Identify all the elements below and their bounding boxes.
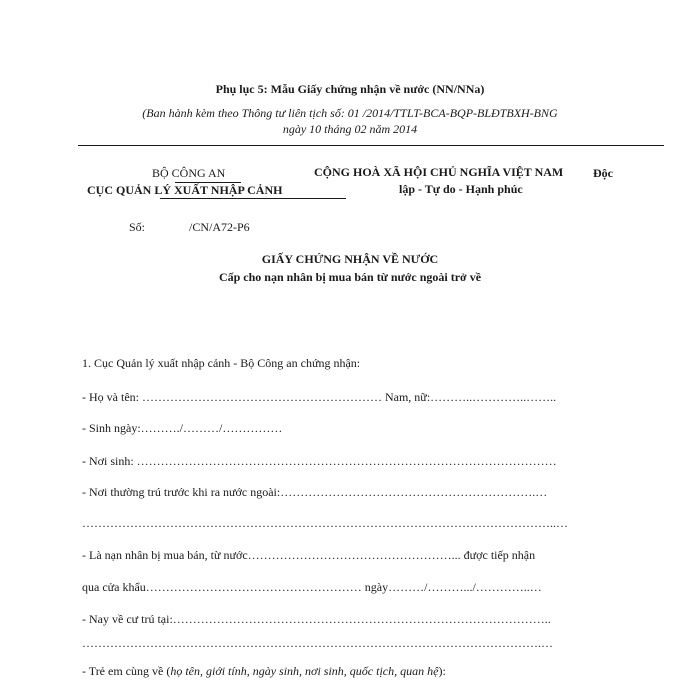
current-residence-line: - Nay về cư trú tại:………………………………………………………………………………….. <box>82 612 551 626</box>
residence-continuation-line: ………………………………………………………………………………………………………..… <box>82 516 568 530</box>
children-detail: họ tên, giới tính, ngày sinh, nơi sinh, quốc tịch, quan hệ <box>170 664 439 678</box>
issued-note-line1: (Ban hành kèm theo Thông tư liên tịch số: 01 /2014/TTLT-BCA-BQP-BLĐTBXH-BNG <box>142 106 558 120</box>
motto-rest: lập - Tự do - Hạnh phúc <box>399 182 523 196</box>
children-prefix: - Trẻ em cùng về ( <box>82 664 171 678</box>
ministry-name: BỘ CÔNG AN <box>152 166 226 180</box>
children-suffix: ): <box>438 664 446 678</box>
dob-line: - Sinh ngày:………./………/…………… <box>82 421 283 435</box>
residence-line: - Nơi thường trú trước khi ra nước ngoài:……………………………………………………….… <box>82 485 548 499</box>
department-underline <box>160 198 346 199</box>
country-name: CỘNG HOÀ XÃ HỘI CHỦ NGHĨA VIỆT NAM <box>314 165 564 179</box>
document-title: GIẤY CHỨNG NHẬN VỀ NƯỚC <box>261 252 439 266</box>
header-divider <box>78 145 664 146</box>
document-subtitle: Cấp cho nạn nhân bị mua bán từ nước ngoài trở về <box>218 270 482 284</box>
department-name: CỤC QUẢN LÝ XUẤT NHẬP CẢNH <box>87 183 283 197</box>
birthplace-line: - Nơi sinh: …………………………………………………………………………………………… <box>82 454 557 468</box>
issued-note-line2: ngày 10 tháng 02 năm 2014 <box>282 122 418 136</box>
border-gate-line: qua cửa khẩu……………………………………………… ngày………/……….../…………..… <box>82 580 542 594</box>
motto-start: Độc <box>593 166 613 180</box>
number-label: Số: <box>129 220 146 234</box>
number-code: /CN/A72-P6 <box>189 220 250 234</box>
certify-line: 1. Cục Quản lý xuất nhập cảnh - Bộ Công an chứng nhận: <box>82 356 361 370</box>
appendix-title: Phụ lục 5: Mẫu Giấy chứng nhận về nước (NN/NNa) <box>215 82 485 96</box>
victim-line: - Là nạn nhân bị mua bán, từ nước……………………………………………... được tiếp nhận <box>82 548 536 562</box>
name-line: - Họ và tên: …………………………………………………… Nam, nữ:………..…………..…….. <box>82 390 557 404</box>
current-residence-continuation-line: …………………………………………………………………………………………………….… <box>82 636 553 650</box>
children-line <box>82 664 446 679</box>
